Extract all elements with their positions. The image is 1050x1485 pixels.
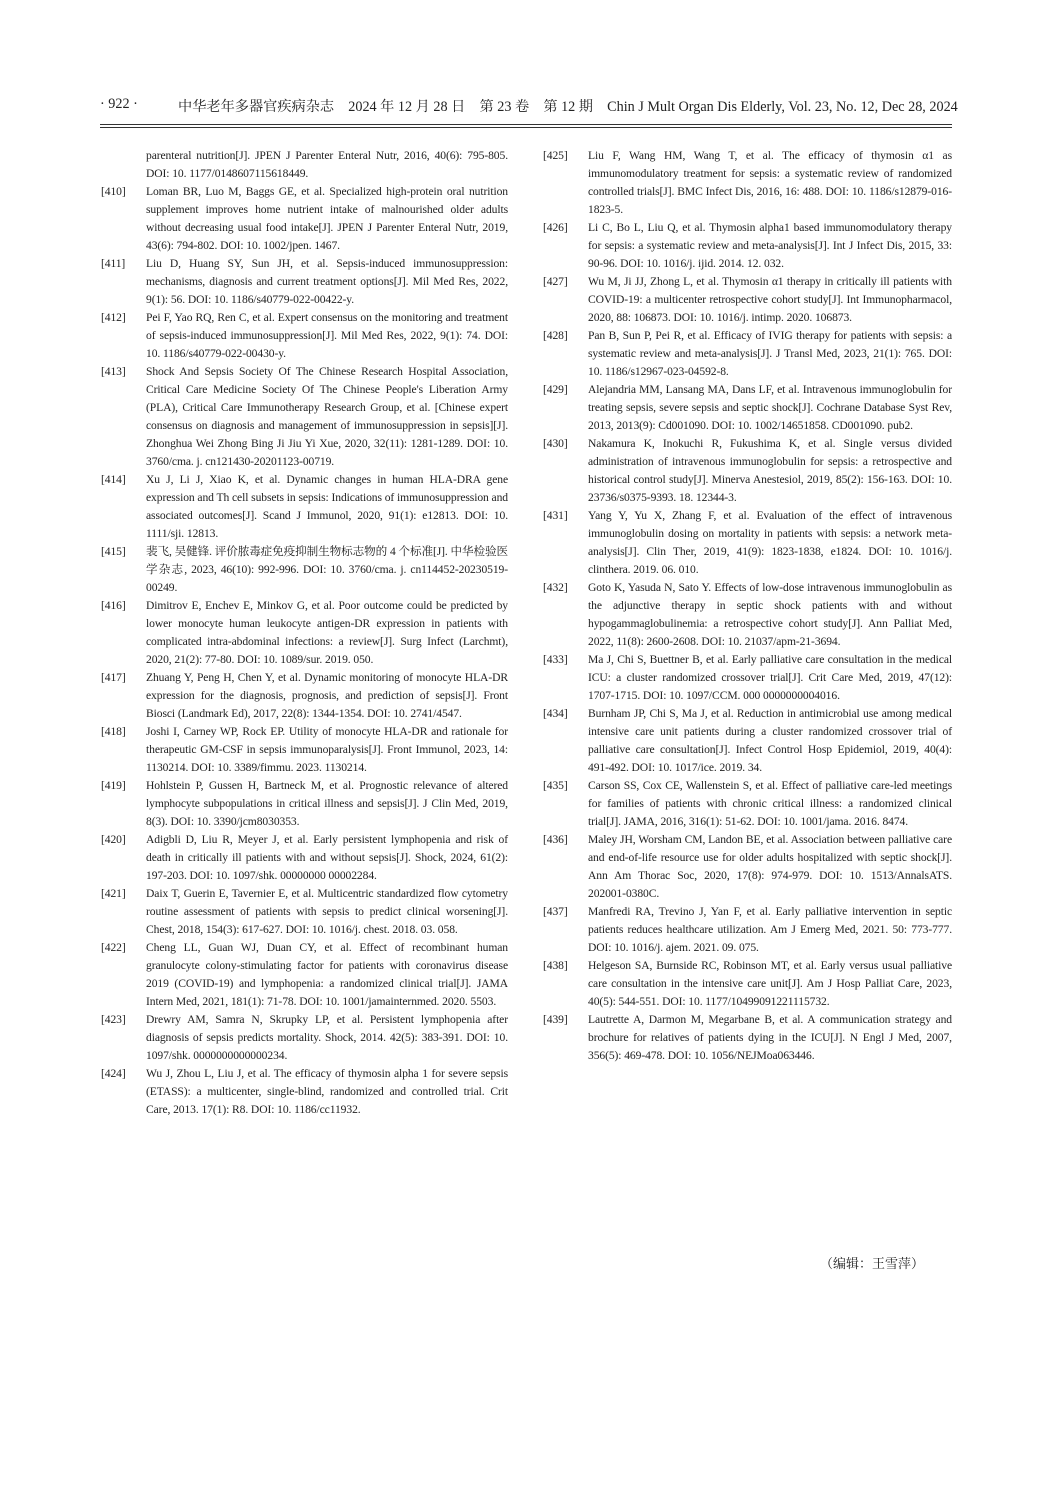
reference-item <box>543 435 952 507</box>
reference-number: [421] <box>101 887 126 900</box>
reference-item <box>101 255 508 309</box>
reference-item <box>543 957 952 1011</box>
reference-number: [426] <box>543 221 568 234</box>
reference-number: [420] <box>101 833 126 846</box>
reference-text: Pei F, Yao RQ, Ren C, et al. Expert consensus on the monitoring and treatment of sepsis-induced immunosuppression[J]. Mil Med Res, 2022, 9(1): 74. DOI: 10. 1186/s40779-022-00430-y. <box>146 311 508 360</box>
reference-text: Manfredi RA, Trevino J, Yan F, et al. Early palliative intervention in septic patients reduces healthcare utilization. Am J Emerg Med, 2021. 50: 773-777. DOI: 10. 1016/j. ajem. 2021. 09. 075. <box>588 905 952 954</box>
reference-item <box>101 363 508 471</box>
reference-number: [439] <box>543 1013 568 1026</box>
reference-item <box>543 507 952 579</box>
reference-number: [423] <box>101 1013 126 1026</box>
reference-item <box>543 381 952 435</box>
reference-text: Maley JH, Worsham CM, Landon BE, et al. Association between palliative care and end-of-life resource use for older adults hospitalized with septic shock[J]. Ann Am Thorac Soc, 2020, 17(8): 974-979. DOI: 10. 1513/AnnalsATS. 202001-0380C. <box>588 833 952 900</box>
reference-number: [437] <box>543 905 568 918</box>
reference-text: Wu M, Ji JJ, Zhong L, et al. Thymosin α1 therapy in critically ill patients with COVID-19: a multicenter retrospective cohort study[J]. Int Immunopharmacol, 2020, 88: 106873. DOI: 10. 1016/j. intimp. 2020. 106873. <box>588 275 952 324</box>
reference-text: Ma J, Chi S, Buettner B, et al. Early palliative care consultation in the medical ICU: a cluster randomized crossover trial[J]. Crit Care Med, 2019, 47(12): 1707-1715. DOI: 10. 1097/CCM. 000 0000000004016. <box>588 653 952 702</box>
reference-number: [427] <box>543 275 568 288</box>
reference-item <box>101 543 508 597</box>
reference-number: [424] <box>101 1067 126 1080</box>
reference-text: Hohlstein P, Gussen H, Bartneck M, et al. Prognostic relevance of altered lymphocyte subpopulations in critical illness and sepsis[J]. J Clin Med, 2019, 8(3). DOI: 10. 3390/jcm8030353. <box>146 779 508 828</box>
reference-item <box>101 831 508 885</box>
reference-text: Goto K, Yasuda N, Sato Y. Effects of low-dose intravenous immunoglobulin as the adjunctive therapy in septic shock patients with and without hypogammaglobulinemia: a retrospective cohort study[J]. Ann Palliat Med, 2022, 11(8): 2600-2608. DOI: 10. 21037/apm-21-3694. <box>588 581 952 648</box>
right-reference-list <box>543 147 952 1065</box>
reference-number: [435] <box>543 779 568 792</box>
left-reference-list <box>101 183 508 1119</box>
reference-text: Drewry AM, Samra N, Skrupky LP, et al. Persistent lymphopenia after diagnosis of sepsis predicts mortality. Shock, 2014. 42(5): 383-391. DOI: 10. 1097/shk. 0000000000000234. <box>146 1013 508 1062</box>
reference-number: [414] <box>101 473 126 486</box>
reference-text: Xu J, Li J, Xiao K, et al. Dynamic changes in human HLA-DRA gene expression and Th cell subsets in sepsis: Indications of immunosuppression and associated outcomes[J]. Scand J Immunol, 2020, 91(1): e12813. DOI: 10. 1111/sji. 12813. <box>146 473 508 540</box>
running-header <box>100 94 958 122</box>
reference-item <box>543 705 952 777</box>
reference-number: [418] <box>101 725 126 738</box>
reference-number: [422] <box>101 941 126 954</box>
reference-number: [434] <box>543 707 568 720</box>
left-column <box>101 147 508 1119</box>
reference-item <box>101 669 508 723</box>
reference-number: [429] <box>543 383 568 396</box>
reference-text: Alejandria MM, Lansang MA, Dans LF, et al. Intravenous immunoglobulin for treating sepsis, severe sepsis and septic shock[J]. Cochrane Database Syst Rev, 2013, 2013(9): Cd001090. DOI: 10. 1002/14651858. CD001090. pub2. <box>588 383 952 432</box>
reference-number: [431] <box>543 509 568 522</box>
reference-text: Burnham JP, Chi S, Ma J, et al. Reduction in antimicrobial use among medical intensive care unit patients during a cluster randomized crossover trial of palliative care consultation[J]. Infect Control Hosp Epidemiol, 2019, 40(4): 491-492. DOI: 10. 1017/ice. 2019. 34. <box>588 707 952 774</box>
reference-text: Pan B, Sun P, Pei R, et al. Efficacy of IVIG therapy for patients with sepsis: a systematic review and meta-analysis[J]. J Transl Med, 2023, 21(1): 765. DOI: 10. 1186/s12967-023-04592-8. <box>588 329 952 378</box>
reference-text: Liu F, Wang HM, Wang T, et al. The efficacy of thymosin α1 as immunomodulatory treatment for sepsis: a systematic review of randomized controlled trials[J]. BMC Infect Dis, 2016, 16: 488. DOI: 10. 1186/s12879-016-1823-5. <box>588 149 952 216</box>
journal-line: 中华老年多器官疾病杂志 2024 年 12 月 28 日 第 23 卷 第 12 期 Chin J Mult Organ Dis Elderly, Vol. 23, No. 12, Dec 28, 2024 <box>178 99 958 115</box>
reference-item <box>543 777 952 831</box>
reference-number: [412] <box>101 311 126 324</box>
reference-text: Li C, Bo L, Liu Q, et al. Thymosin alpha1 based immunomodulatory therapy for sepsis: a systematic review and meta-analysis[J]. Int J Infect Dis, 2015, 33: 90-96. DOI: 10. 1016/j. ijid. 2014. 12. 032. <box>588 221 952 270</box>
reference-item <box>543 831 952 903</box>
reference-text: 裴飞, 吴健锋. 评价脓毒症免疫抑制生物标志物的 4 个标准[J]. 中华检验医学杂志, 2023, 46(10): 992-996. DOI: 10. 3760/cma. j. cn114452-20230519-00249. <box>146 545 508 594</box>
reference-number: [416] <box>101 599 126 612</box>
reference-text: Joshi I, Carney WP, Rock EP. Utility of monocyte HLA-DR and rationale for therapeutic GM-CSF in sepsis immunoparalysis[J]. Front Immunol, 2023, 14: 1130214. DOI: 10. 3389/fimmu. 2023. 1130214. <box>146 725 508 774</box>
reference-item <box>543 1011 952 1065</box>
reference-number: [438] <box>543 959 568 972</box>
reference-number: [425] <box>543 149 568 162</box>
reference-item <box>543 147 952 219</box>
reference-number: [430] <box>543 437 568 450</box>
reference-item <box>543 579 952 651</box>
reference-number: [411] <box>101 257 126 270</box>
reference-text: Cheng LL, Guan WJ, Duan CY, et al. Effect of recombinant human granulocyte colony-stimulating factor for patients with coronavirus disease 2019 (COVID-19) and lymphopenia: a randomized clinical trial[J]. JAMA Intern Med, 2021, 181(1): 71-78. DOI: 10. 1001/jamainternmed. 2020. 5503. <box>146 941 508 1008</box>
reference-number: [419] <box>101 779 126 792</box>
reference-text: Dimitrov E, Enchev E, Minkov G, et al. Poor outcome could be predicted by lower monocyte human leukocyte antigen-DR expression in patients with complicated intra-abdominal infections: a review[J]. Surg Infect (Larchmt), 2020, 21(2): 77-80. DOI: 10. 1089/sur. 2019. 050. <box>146 599 508 666</box>
reference-number: [417] <box>101 671 126 684</box>
reference-number: [432] <box>543 581 568 594</box>
reference-item <box>543 219 952 273</box>
reference-item <box>543 651 952 705</box>
reference-text: Shock And Sepsis Society Of The Chinese Research Hospital Association, Critical Care Medicine Society Of The Chinese People's Liberation Army (PLA), Critical Care Immunotherapy Research Group, et al. [Chinese expert consensus on diagnosis and management of immunosuppression in sepsis][J]. Zhonghua Wei Zhong Bing Ji Jiu Yi Xue, 2020, 32(11): 1281-1289. DOI: 10. 3760/cma. j. cn121430-20201123-00719. <box>146 365 508 468</box>
reference-item <box>101 939 508 1011</box>
header-rule <box>100 124 952 125</box>
reference-item <box>101 471 508 543</box>
reference-text: Daix T, Guerin E, Tavernier E, et al. Multicentric standardized flow cytometry routine assessment of patients with sepsis to predict clinical worsening[J]. Chest, 2018, 154(3): 617-627. DOI: 10. 1016/j. chest. 2018. 03. 058. <box>146 887 508 936</box>
editor-note: （编辑：王雪萍） <box>820 1257 925 1272</box>
reference-number: [410] <box>101 185 126 198</box>
reference-item <box>543 903 952 957</box>
reference-text: Loman BR, Luo M, Baggs GE, et al. Specialized high-protein oral nutrition supplement improves home nutrient intake of malnourished older adults without decreasing usual food intake[J]. JPEN J Parenter Enteral Nutr, 2019, 43(6): 794-802. DOI: 10. 1002/jpen. 1467. <box>146 185 508 252</box>
reference-item <box>101 1065 508 1119</box>
right-column <box>543 147 952 1065</box>
reference-item <box>101 1011 508 1065</box>
reference-number: [428] <box>543 329 568 342</box>
reference-item <box>101 777 508 831</box>
reference-item <box>543 327 952 381</box>
reference-text: Helgeson SA, Burnside RC, Robinson MT, et al. Early versus usual palliative care consultation in the intensive care unit[J]. Am J Hosp Palliat Care, 2023, 40(5): 544-551. DOI: 10. 1177/10499091221115732. <box>588 959 952 1008</box>
reference-item <box>101 183 508 255</box>
reference-number: [415] <box>101 545 126 558</box>
header-rule-second <box>100 127 952 128</box>
reference-text: Nakamura K, Inokuchi R, Fukushima K, et al. Single versus divided administration of intravenous immunoglobulin for sepsis: a retrospective and historical control study[J]. Minerva Anestesiol, 2019, 85(2): 156-163. DOI: 10. 23736/s0375-9393. 18. 12344-3. <box>588 437 952 504</box>
reference-item <box>101 309 508 363</box>
reference-item <box>543 273 952 327</box>
reference-text: Yang Y, Yu X, Zhang F, et al. Evaluation of the effect of intravenous immunoglobulin dosing on mortality in patients with sepsis: a network meta-analysis[J]. Clin Ther, 2019, 41(9): 1823-1838, e1824. DOI: 10. 1016/j. clinthera. 2019. 06. 010. <box>588 509 952 576</box>
reference-text: Carson SS, Cox CE, Wallenstein S, et al. Effect of palliative care-led meetings for families of patients with chronic critical illness: a randomized clinical trial[J]. JAMA, 2016, 316(1): 51-62. DOI: 10. 1001/jama. 2016. 8474. <box>588 779 952 828</box>
reference-text: Zhuang Y, Peng H, Chen Y, et al. Dynamic monitoring of monocyte HLA-DR expression for the diagnosis, prognosis, and prediction of sepsis[J]. Front Biosci (Landmark Ed), 2017, 22(8): 1344-1354. DOI: 10. 2741/4547. <box>146 671 508 720</box>
reference-number: [436] <box>543 833 568 846</box>
page-number: · 922 · <box>100 96 138 112</box>
reference-text: Adigbli D, Liu R, Meyer J, et al. Early persistent lymphopenia and risk of death in critically ill patients with and without sepsis[J]. Shock, 2024, 61(2): 197-203. DOI: 10. 1097/shk. 00000000 00002284. <box>146 833 508 882</box>
reference-item <box>101 885 508 939</box>
reference-text: Liu D, Huang SY, Sun JH, et al. Sepsis-induced immunosuppression: mechanisms, diagnosis and current treatment options[J]. Mil Med Res, 2022, 9(1): 56. DOI: 10. 1186/s40779-022-00422-y. <box>146 257 508 306</box>
reference-continuation: parenteral nutrition[J]. JPEN J Parenter Enteral Nutr, 2016, 40(6): 795-805. DOI: 10. 1177/0148607115618449. <box>146 149 508 180</box>
reference-text: Wu J, Zhou L, Liu J, et al. The efficacy of thymosin alpha 1 for severe sepsis (ETASS): a multicenter, single-blind, randomized and controlled trial. Crit Care, 2013. 17(1): R8. DOI: 10. 1186/cc11932. <box>146 1067 508 1116</box>
reference-number: [413] <box>101 365 126 378</box>
reference-item <box>101 597 508 669</box>
reference-text: Lautrette A, Darmon M, Megarbane B, et al. A communication strategy and brochure for relatives of patients dying in the ICU[J]. N Engl J Med, 2007, 356(5): 469-478. DOI: 10. 1056/NEJMoa063446. <box>588 1013 952 1062</box>
reference-item <box>101 723 508 777</box>
reference-number: [433] <box>543 653 568 666</box>
